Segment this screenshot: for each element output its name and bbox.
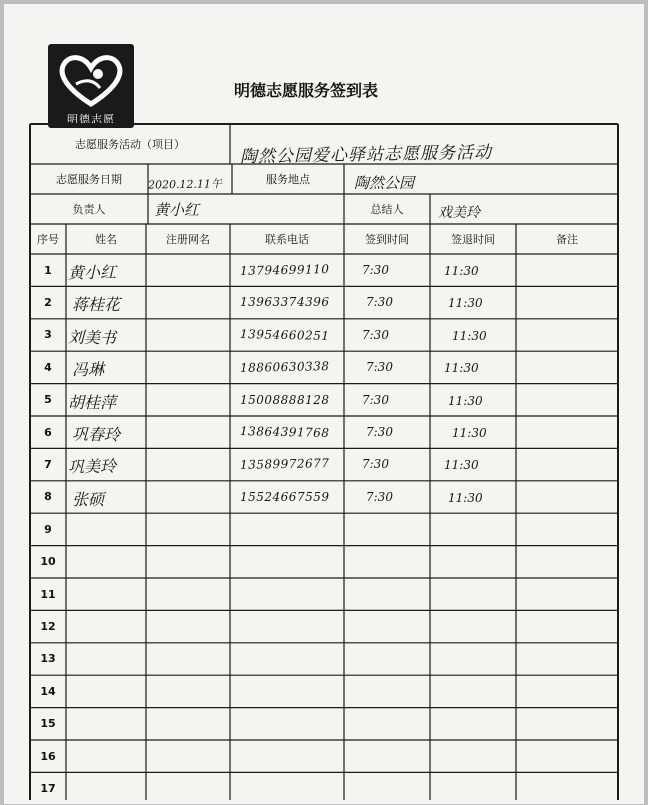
row-number: 9 <box>44 522 52 536</box>
row-checkin: 7:30 <box>362 263 389 277</box>
row-number: 13 <box>40 652 56 666</box>
location-label: 服务地点 <box>266 173 310 186</box>
row-name: 黄小红 <box>67 262 117 283</box>
col-header-remarks: 备注 <box>556 233 578 246</box>
col-header-checkout: 签退时间 <box>451 233 495 246</box>
row-phone: 13589972677 <box>239 456 330 473</box>
col-header-username: 注册网名 <box>166 233 210 246</box>
row-number: 11 <box>40 587 56 601</box>
row-checkin: 7:30 <box>362 457 389 472</box>
row-checkout: 11:30 <box>448 490 483 505</box>
col-header-no: 序号 <box>37 233 59 246</box>
page-title: 明德志愿服务签到表 <box>234 81 379 100</box>
row-phone: 15524667559 <box>240 489 330 504</box>
row-checkout: 11:30 <box>452 426 487 440</box>
row-checkout: 11:30 <box>444 264 479 278</box>
date-label: 志愿服务日期 <box>56 173 122 186</box>
row-checkout: 11:30 <box>444 361 479 376</box>
activity-value: 陶然公园爱心驿站志愿服务活动 <box>239 142 493 168</box>
row-phone: 13954660251 <box>239 326 330 343</box>
row-phone: 13963374396 <box>240 295 330 310</box>
row-checkin: 7:30 <box>362 327 389 342</box>
row-checkin: 7:30 <box>366 295 393 310</box>
row-number: 7 <box>44 458 52 472</box>
row-checkout: 11:30 <box>448 393 483 408</box>
row-phone: 13794699110 <box>239 262 330 278</box>
row-number: 8 <box>44 490 52 504</box>
row-phone: 13864391768 <box>239 424 330 440</box>
row-number: 6 <box>44 425 52 439</box>
row-number: 3 <box>44 328 52 342</box>
col-header-phone: 联系电话 <box>265 233 309 246</box>
row-number: 5 <box>44 393 52 407</box>
row-name: 巩美玲 <box>67 456 117 477</box>
row-checkout: 11:30 <box>448 296 483 311</box>
heart-logo-icon <box>48 44 134 114</box>
row-number: 12 <box>40 620 56 634</box>
col-header-checkin: 签到时间 <box>365 233 409 246</box>
row-name: 刘美书 <box>67 327 117 348</box>
row-number: 1 <box>44 263 52 277</box>
row-name: 张硕 <box>72 489 105 509</box>
row-number: 17 <box>40 782 56 796</box>
logo-text: 明德志愿 <box>67 113 115 126</box>
row-checkin: 7:30 <box>362 392 389 407</box>
row-number: 14 <box>40 684 56 698</box>
row-checkout: 11:30 <box>444 458 479 473</box>
row-name: 巩春玲 <box>71 424 121 445</box>
row-number: 15 <box>40 717 56 731</box>
row-checkout: 11:30 <box>452 328 487 343</box>
row-phone: 15008888128 <box>240 392 330 407</box>
summarizer-value: 戏美玲 <box>438 205 480 221</box>
row-name: 冯琳 <box>71 359 105 380</box>
logo <box>48 44 134 128</box>
row-checkin: 7:30 <box>366 489 393 504</box>
activity-label: 志愿服务活动（项目） <box>75 138 185 151</box>
row-number: 10 <box>40 555 56 569</box>
leader-value: 黄小红 <box>154 201 200 219</box>
row-name: 胡桂萍 <box>68 392 117 412</box>
summarizer-label: 总结人 <box>370 203 404 216</box>
row-number: 4 <box>44 360 52 374</box>
row-name: 蒋桂花 <box>72 295 121 315</box>
row-number: 2 <box>44 296 52 310</box>
leader-label: 负责人 <box>72 203 106 216</box>
col-header-name: 姓名 <box>95 233 117 246</box>
row-number: 16 <box>40 749 56 763</box>
location-value: 陶然公园 <box>354 174 415 192</box>
row-checkin: 7:30 <box>366 360 393 375</box>
row-phone: 18860630338 <box>239 359 330 376</box>
row-checkin: 7:30 <box>366 425 393 439</box>
date-value: 2020.12.11午 <box>147 177 223 192</box>
